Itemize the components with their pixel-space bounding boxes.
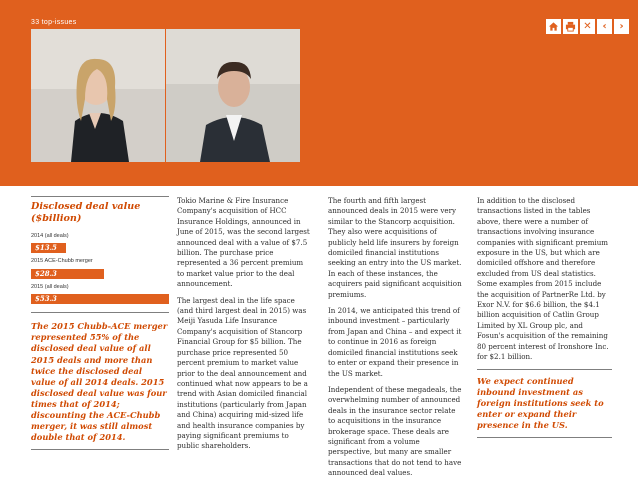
- bar-value-label: $13.5: [35, 243, 57, 253]
- pull-quote-right: We expect continued inbound investment as foreign institutions seek to enter or expand their presence in the US.: [477, 375, 604, 430]
- close-button[interactable]: [580, 19, 595, 34]
- text-column-4: [477, 196, 612, 438]
- bar-value-label: $53.3: [35, 294, 57, 304]
- chart-panel: [31, 196, 169, 450]
- close-icon: ✕: [583, 21, 592, 32]
- prev-icon: ‹: [602, 21, 607, 32]
- photo-man: [166, 29, 300, 162]
- text-column-3: [328, 196, 464, 485]
- nav-toolbar: [546, 19, 629, 34]
- previous-page-button[interactable]: [597, 19, 612, 34]
- paragraph: In addition to the disclosed transactions listed in the tables above, there were a number of transactions involving insurance companies with significant premium exposure in the US, but which are domiciled offshore and therefore excluded from US deal statistics. Some examples from 2015 include the acquisition of PartnerRe Ltd. by Exor N.V. for $6.6 billion, the $4.1 billion acquisition of Catlin Group Limited by XL Group plc, and Fosun's acquisition of the remaining 80 percent interest of Ironshore Inc. for $2.1 billion.: [477, 196, 609, 362]
- bar-category: 2015 ACE-Chubb merger: [31, 258, 93, 265]
- next-page-button[interactable]: [614, 19, 629, 34]
- divider: [31, 449, 169, 450]
- print-button[interactable]: [563, 19, 578, 34]
- bar-value-label: $28.3: [35, 268, 57, 278]
- print-icon: [565, 21, 576, 32]
- breadcrumb: 33 top-issues: [31, 19, 77, 26]
- header-banner: [0, 0, 638, 186]
- divider: [31, 196, 169, 197]
- bar-category: 2015 (all deals): [31, 283, 69, 290]
- divider: [31, 312, 169, 313]
- pull-quote-left: The 2015 Chubb-ACE merger represented 55% of the disclosed deal value of all 2015 deals and more than twice the disclosed deal value of all 2014 deals. 2015 disclosed deal value was four times that of 2014; discounting the ACE-Chubb merger, it was still almost double that of 2014.: [31, 321, 168, 443]
- paragraph: Independent of these megadeals, the overwhelming number of announced deals in the insurance sector relate to acquisitions in the insurance brokerage space. These deals are significant from a volume perspective, but many are smaller transactions that do not tend to have announced deal values.: [328, 384, 462, 478]
- home-icon: [548, 21, 559, 32]
- paragraph: The fourth and fifth largest announced deals in 2015 were very similar to the Stancorp acquisition. They also were acquisitions of publicly held life insurers by foreign domiciled financial institutions seeking an entry into the US market. In each of these instances, the acquirers paid significant acquisition premiums.: [328, 196, 462, 299]
- photo-woman: [31, 29, 165, 162]
- bar-2014: [31, 243, 66, 253]
- text-column-2: [177, 196, 312, 458]
- divider: [477, 369, 612, 370]
- home-button[interactable]: [546, 19, 561, 34]
- chart-title: Disclosed deal value ($billion): [31, 201, 141, 224]
- bar-category: 2014 (all deals): [31, 233, 69, 239]
- paragraph: The largest deal in the life space (and third largest deal in 2015) was Meiji Yasuda Life Insurance Company's acquisition of Stancorp Financial Group for $5 billion. The purchase price represented 50 percent premium to market value prior to the deal announcement and continued what now appears to be a trend with Asian domiciled financial institutions (particularly from Japan and China) acquiring mid-sized life and health insurance companies by paying significant premiums to public shareholders.: [177, 295, 308, 451]
- divider: [477, 437, 612, 438]
- paragraph: In 2014, we anticipated this trend of inbound investment – particularly from Japan and China – and expect it to continue in 2016 as foreign domiciled financial institutions seek to enter or expand their presence in the US market.: [328, 306, 462, 378]
- bar-2015-all: [31, 294, 169, 304]
- bar-2015-ace-chubb: [31, 269, 104, 279]
- next-icon: ›: [619, 21, 624, 32]
- paragraph: Tokio Marine & Fire Insurance Company's acquisition of HCC Insurance Holdings, announced in June of 2015, was the second largest announced deal with a value of $7.5 billion. The purchase price represented a 36 percent premium to market value prior to the deal announcement.: [177, 196, 310, 289]
